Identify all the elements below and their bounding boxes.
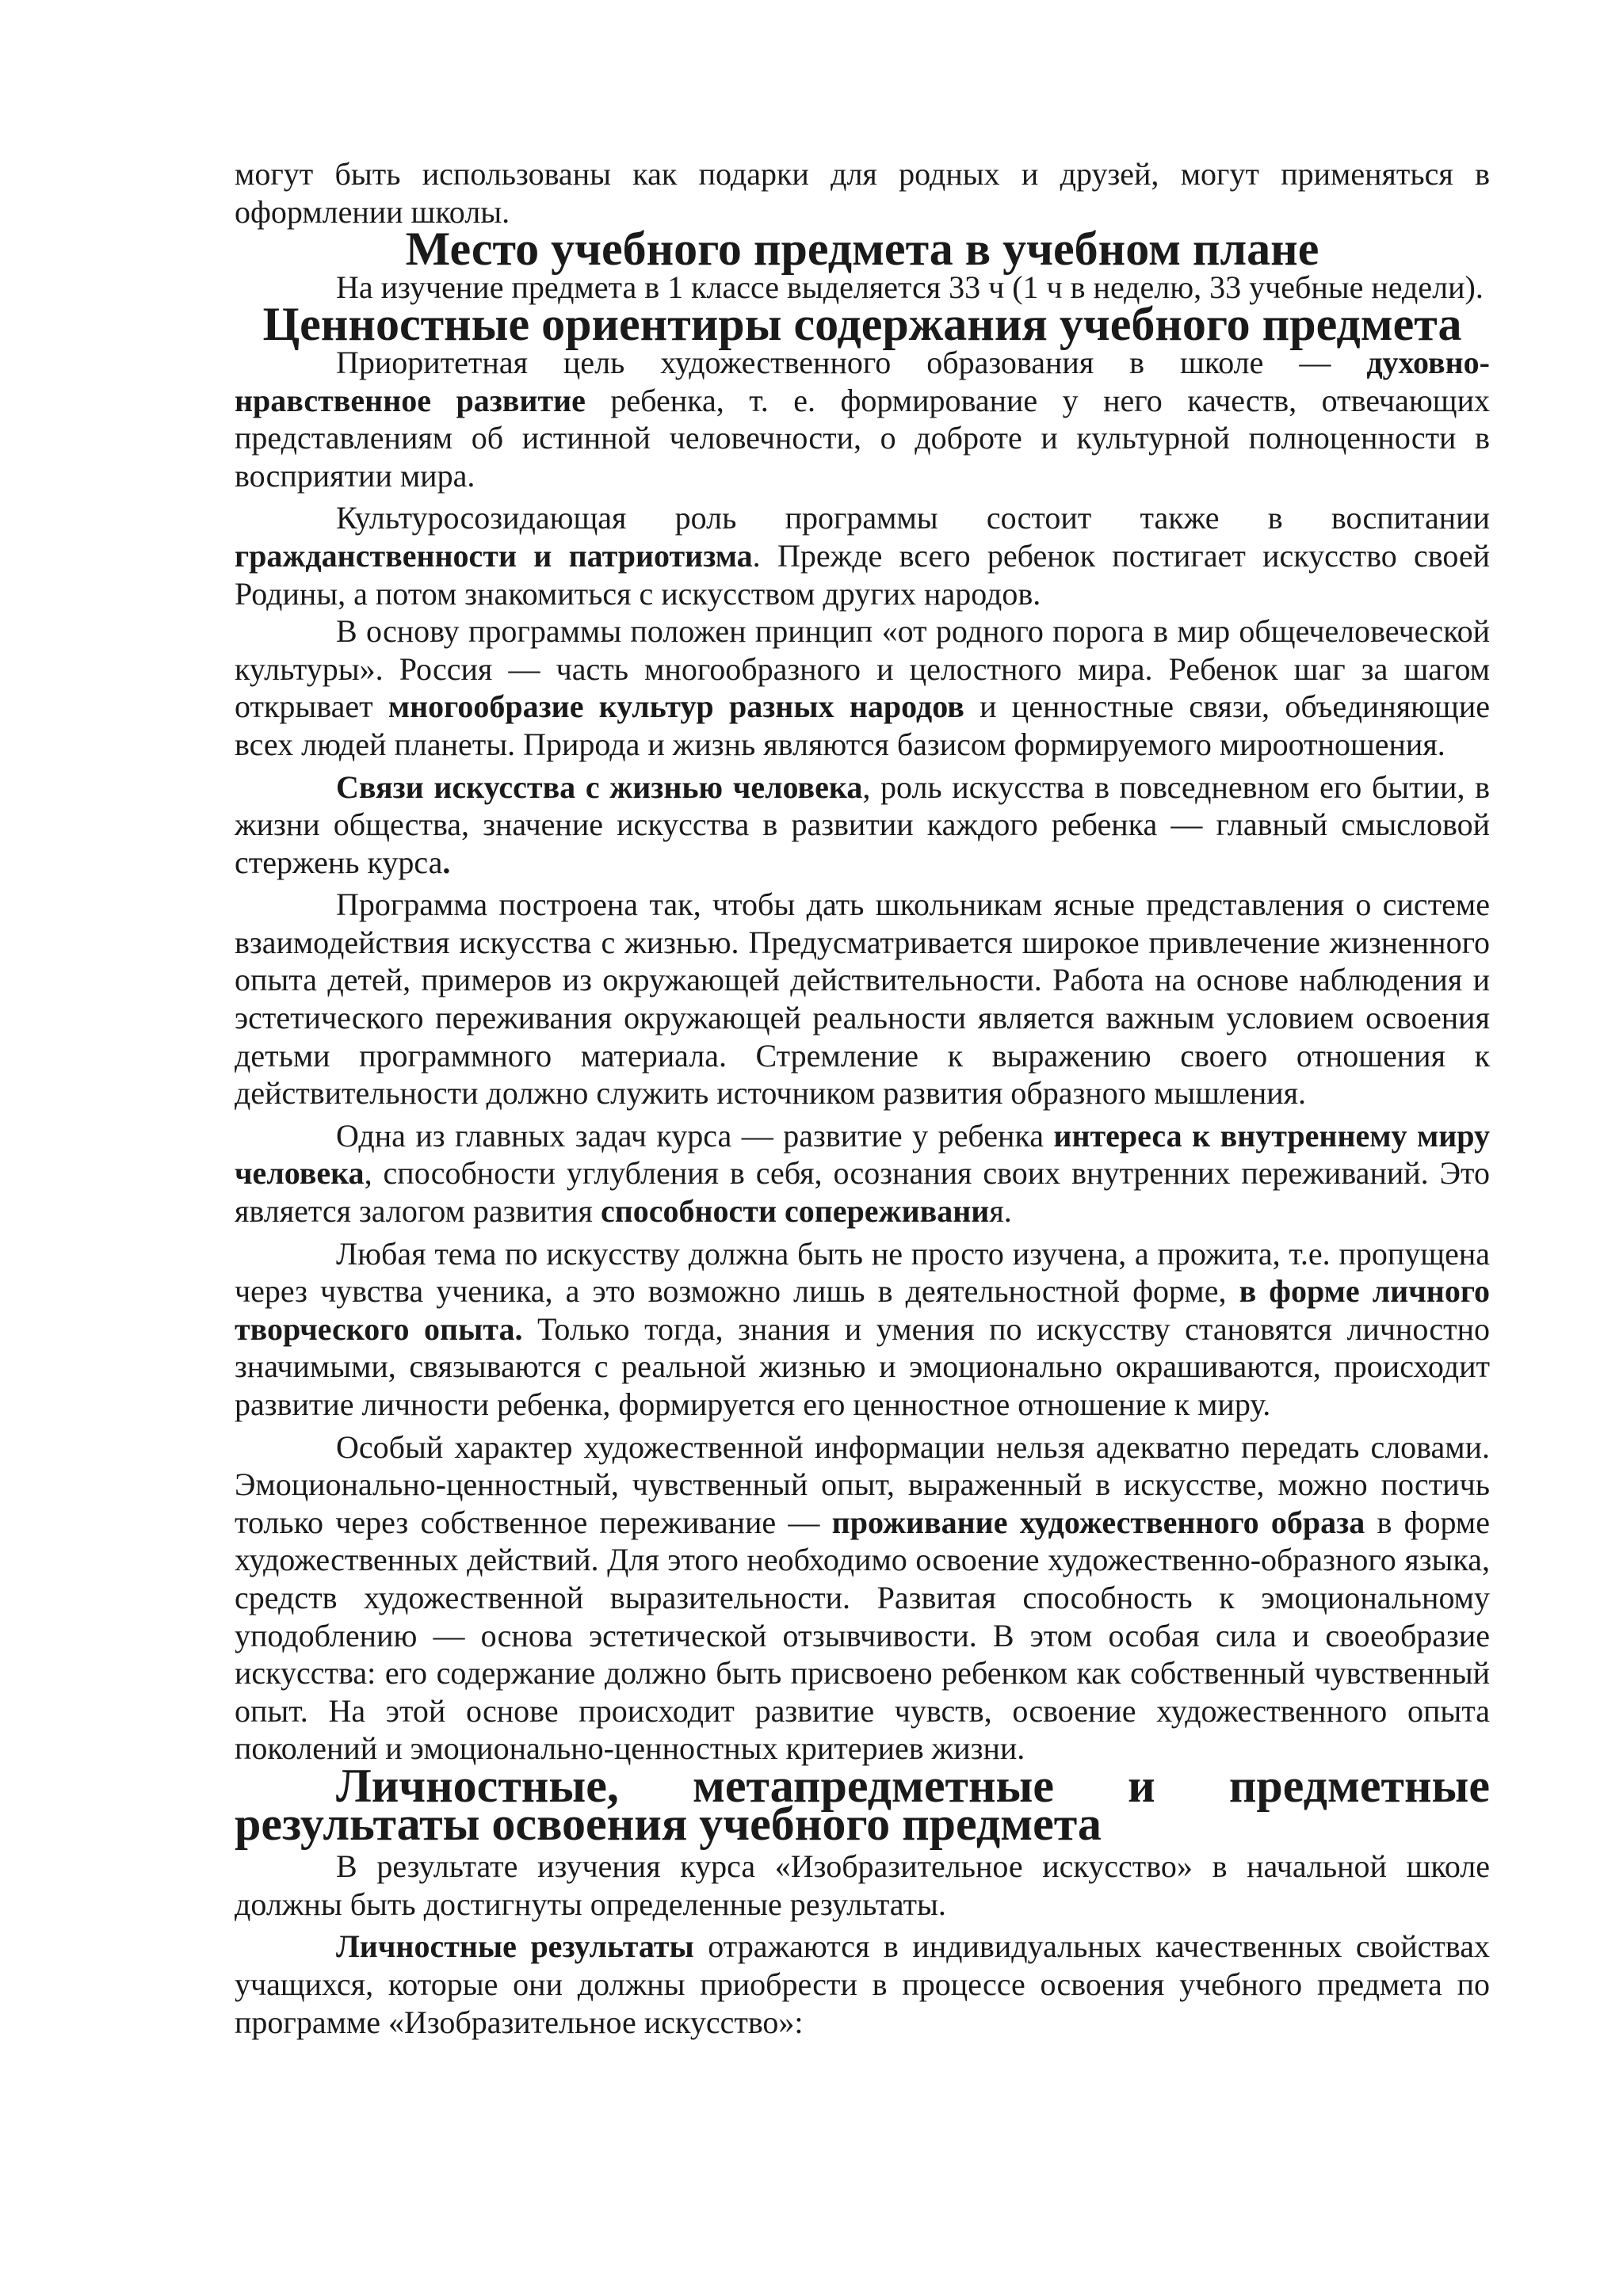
text-run: в форме художественных действий. Для этого необходимо освоение художественно-образного языка, средств художественной выразительности. Развитая способность к эмоциональному уподоблению — основа эстетической отзывчивости. В этом особая сила и своеобразие искусства: его содержание должно быть присвоено ребенком как собственный чувственный опыт. На этой основе происходит развитие чувств, освоение художественного опыта поколений и эмоционально-ценностных критериев жизни. [235,1504,1490,1767]
paragraph-program-principle [235,612,1490,763]
bold-text-run: гражданственности и патриотизма [235,537,753,574]
section-heading-value-orientations: Ценностные ориентиры содержания учебного предмета [262,298,1462,351]
section-heading-curriculum-place: Место учебного предмета в учебном плане [405,223,1319,276]
text-run: и ценностные связи, объединяющие всех людей планеты. Природа и жизнь являются базисом формируемого мироотношения. [235,688,1490,762]
curriculum-hours-paragraph: На изучение предмета в 1 классе выделяется 33 ч (1 ч в неделю, 33 учебные недели). [336,269,1484,305]
text-run: Только тогда, знания и умения по искусству становятся личностно значимыми, связываются с реальной жизнью и эмоционально окрашиваются, происходит развитие личности ребенка, формируется его ценностное отношение к миру. [235,1310,1490,1422]
section-heading-results: Личностные, метапредметные и предметные результаты освоения учебного предмета [235,1759,1490,1850]
bold-text-run: духовно-нравственное развитие [235,344,1490,418]
bold-text-run: в форме личного творческого опыта. [235,1273,1490,1347]
bold-text-run: проживание художественного образа [831,1504,1365,1540]
paragraph-results-intro: В результате изучения курса «Изобразительное искусство» в начальной школе должны быть достигнуты определенные результаты. [235,1848,1490,1922]
paragraph-any-topic [235,1235,1490,1424]
text-run: . Прежде всего ребенок постигает искусство своей Родины, а потом знакомиться с искусством других народов. [235,537,1490,612]
bold-text-run: интереса к внутреннему миру человека [235,1117,1490,1192]
intro-continuation: могут быть использованы как подарки для родных и друзей, могут применяться в оформлении школы. [235,156,1490,230]
paragraph-priority-goal [235,344,1490,494]
text-run: Приоритетная цель художественного образования в школе — [336,344,1367,380]
text-run: , способности углубления в себя, осознания своих внутренних переживаний. Это является залогом развития [235,1155,1490,1230]
text-run: ребенка, т. е. формирование у него качеств, отвечающих представлениям об истинной человечности, о доброте и культурной полноценности в восприятии мира. [235,382,1490,494]
paragraph-program-structure: Программа построена так, чтобы дать школьникам ясные представления о системе взаимодействия искусства с жизнью. Предусматривается широкое привлечение жизненного опыта детей, примеров из окружающей действительности. Работа на основе наблюдения и эстетического переживания окружающей реальности является важным условием освоения детьми программного материала. Стремление к выражению своего отношения к действительности должно служить источником развития образного мышления. [235,887,1490,1112]
bold-text-run: Связи искусства с жизнью человека [336,769,863,805]
text-run: Любая тема по искусству должна быть не просто изучена, а прожита, т.е. пропущена через чувства ученика, а это возможно лишь в деятельностной форме, [235,1235,1490,1310]
paragraph-main-tasks [235,1117,1490,1230]
bold-text-run: многообразие культур разных народов [388,688,964,725]
paragraph-art-life-connection [235,769,1490,882]
text-run: отражаются в индивидуальных качественных свойствах учащихся, которые они должны приобрести в процессе освоения учебного предмета по программе «Изобразительное искусство»: [235,1928,1490,2040]
paragraph-special-character [235,1428,1490,1768]
text-run: я. [989,1193,1012,1230]
bold-text-run: . [442,844,451,880]
text-run: В основу программы положен принцип «от родного порога в мир общечеловеческой культуры». Россия — часть многообразного и целостного мира. Ребенок шаг за шагом открывает [235,613,1490,725]
paragraph-citizenship [235,499,1490,612]
text-run: , роль искусства в повседневном его бытии, в жизни общества, значение искусства в развитии каждого ребенка — главный смысловой стержень курса [235,769,1490,880]
bold-text-run: Личностные результаты [336,1928,694,1965]
bold-text-run: способности сопереживани [600,1193,990,1230]
text-run: Одна из главных задач курса — развитие у ребенка [336,1117,1054,1154]
text-run: Культуросозидающая роль программы состоит также в воспитании [336,500,1490,536]
text-run: Особый характер художественной информации нельзя адекватно передать словами. Эмоционально-ценностный, чувственный опыт, выраженный в искусстве, можно постичь только через собственное переживание — [235,1428,1490,1540]
paragraph-personal-results [235,1928,1490,2041]
